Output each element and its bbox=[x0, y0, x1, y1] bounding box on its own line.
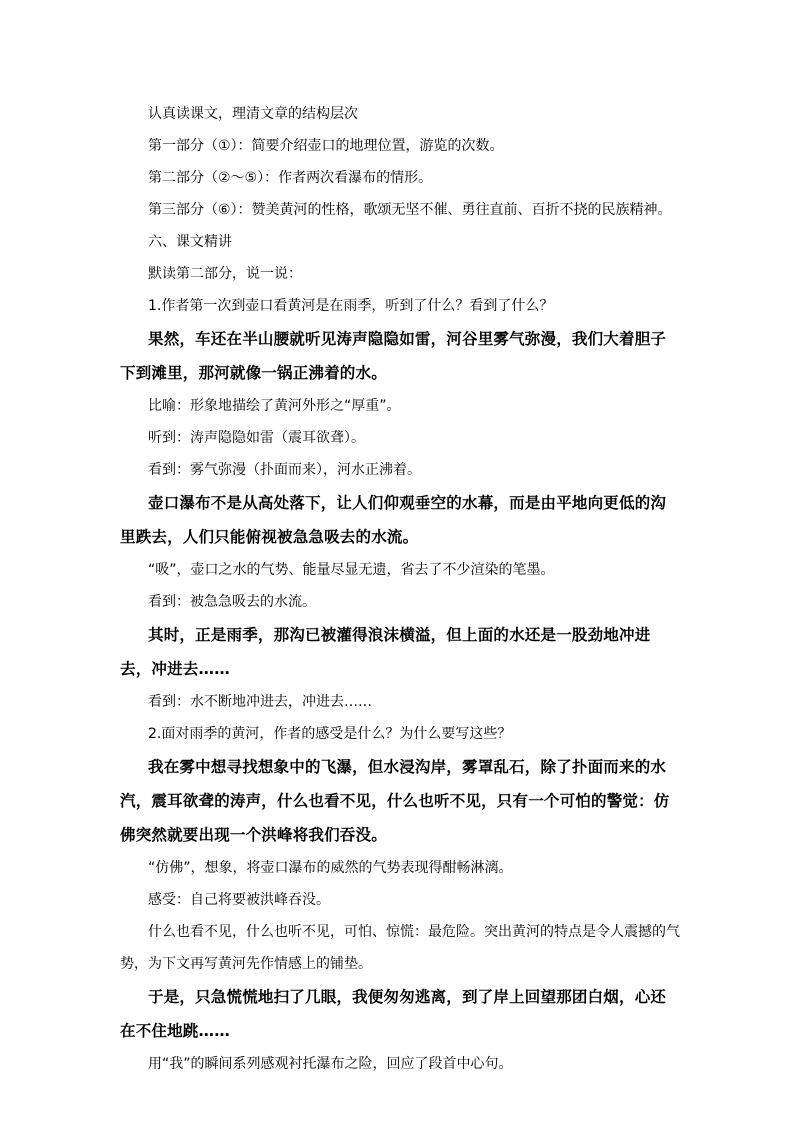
analysis-seen-2: 看到：被急急吸去的水流。 bbox=[148, 594, 316, 610]
quote-paragraph-1: 果然，车还在半山腰就听见涛声隐隐如雷，河谷里雾气弥漫，我们大着胆子下到滩里，那河就像一锅正沸着的水。 bbox=[120, 330, 667, 382]
analysis-feeling: 感受：自己将要被洪峰吞没。 bbox=[148, 892, 330, 908]
analysis-conclusion: 用“我”的瞬间系列感观衬托瀑布之险，回应了段首中心句。 bbox=[148, 1056, 513, 1072]
analysis-seen-1: 看到：雾气弥漫（扑面而来），河水正沸着。 bbox=[148, 462, 421, 478]
analysis-metaphor: 比喻：形象地描绘了黄河外形之“厚重”。 bbox=[148, 398, 401, 414]
quote-paragraph-3: 其时，正是雨季，那沟已被灌得浪沫横溢，但上面的水还是一股劲地冲进去，冲进去…… bbox=[120, 626, 651, 678]
analysis-danger: 什么也看不见，什么也听不见，可怕、惊慌：最危险。突出黄河的特点是令人震撼的气势，为下文再写黄河先作情感上的铺垫。 bbox=[120, 924, 680, 972]
quote-paragraph-2: 壶口瀑布不是从高处落下，让人们仰观垂空的水幕，而是由平地向更低的沟里跌去，人们只能俯视被急急吸去的水流。 bbox=[120, 494, 667, 546]
analysis-suck: “吸”，壶口之水的气势、能量尽显无遗，省去了不少渲染的笔墨。 bbox=[148, 562, 555, 578]
paragraph-part-three: 第三部分（⑥）：赞美黄河的性格，歌颂无坚不催、勇往直前、百折不挠的民族精神。 bbox=[148, 202, 672, 218]
quote-paragraph-4: 我在雾中想寻找想象中的飞瀑，但水浸沟岸，雾罩乱石，除了扑面而来的水汽，震耳欲聋的涛声，什么也看不见，什么也听不见，只有一个可怕的警觉：仿佛突然就要出现一个洪峰将我们吞没。 bbox=[120, 758, 670, 844]
quote-paragraph-5: 于是，只急慌慌地扫了几眼，我便匆匆逃离，到了岸上回望那团白烟，心还在不住地跳…… bbox=[120, 988, 667, 1040]
question-2: 2.面对雨季的黄河，作者的感受是什么？为什么要写这些？ bbox=[148, 726, 512, 742]
analysis-heard: 听到：涛声隐隐如雷（震耳欲聋）。 bbox=[148, 430, 365, 446]
document-body bbox=[120, 98, 680, 1080]
paragraph-instruction: 默读第二部分，说一说： bbox=[148, 266, 302, 282]
analysis-seen-3: 看到：水不断地冲进去，冲进去…… bbox=[148, 694, 372, 710]
paragraph-part-one: 第一部分（①）：简要介绍壶口的地理位置，游览的次数。 bbox=[148, 138, 504, 154]
question-1: 1.作者第一次到壶口看黄河是在雨季，听到了什么？看到了什么？ bbox=[148, 298, 554, 314]
paragraph-part-two: 第二部分（②～⑤）：作者两次看瀑布的情形。 bbox=[148, 170, 433, 186]
section-heading: 六、课文精讲 bbox=[148, 234, 232, 250]
analysis-as-if: “仿佛”，想象，将壶口瀑布的威然的气势表现得酣畅淋漓。 bbox=[148, 860, 513, 876]
paragraph-structure-heading: 认真读课文，理清文章的结构层次 bbox=[148, 106, 358, 122]
